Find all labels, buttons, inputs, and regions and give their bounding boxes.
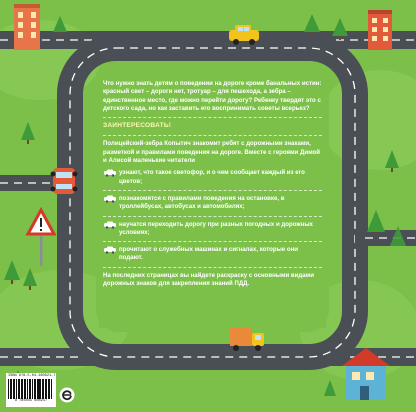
car-bullet-icon bbox=[103, 246, 119, 254]
list-item bbox=[103, 195, 322, 212]
list-item bbox=[103, 221, 322, 238]
red-car-icon bbox=[51, 168, 78, 194]
divider bbox=[103, 216, 322, 217]
car-bullet-icon bbox=[103, 221, 119, 229]
barcode-digits: 9 785041 608217 bbox=[14, 399, 48, 403]
car-bullet-icon bbox=[103, 169, 119, 177]
car-bullet-icon bbox=[103, 195, 119, 203]
highlight-heading: ЗАИНТЕРЕСОВАТЬ! bbox=[103, 122, 172, 130]
divider bbox=[103, 117, 322, 118]
list-item-text: прочитают о служебных машинах и сигналах, которые они подают. bbox=[119, 246, 299, 262]
barcode bbox=[8, 379, 54, 399]
barcode-bar bbox=[51, 379, 52, 399]
publisher-logo-icon bbox=[59, 387, 75, 403]
divider bbox=[103, 241, 322, 242]
list-item bbox=[103, 246, 322, 263]
list-item-text: познакомятся с правилами поведения на остановке, в троллейбусах, автобусах и автомобилях; bbox=[119, 194, 285, 211]
divider bbox=[103, 190, 322, 191]
list-item-text: узнают, что такое светофор, и о чем сообщает каждый из его цветов; bbox=[119, 169, 305, 185]
list-item bbox=[103, 169, 322, 186]
list-item-text: научатся переходить дорогу при разных погодных и дорожных условиях; bbox=[119, 220, 313, 236]
closing-text: На последних страницах вы найдете раскраску с основными видами дорожных знаков для закрепления знаний ПДД. bbox=[103, 271, 314, 288]
isbn-label: ISBN 978-5-04-160821-7 bbox=[8, 374, 56, 378]
isbn-barcode-block bbox=[6, 373, 56, 407]
divider bbox=[103, 267, 322, 268]
building-right-icon bbox=[368, 10, 392, 50]
building-left-icon bbox=[14, 4, 40, 50]
divider bbox=[103, 135, 322, 136]
intro-paragraph: Полицейский-зебра Копытич знакомит ребят с дорожными знаками, разметкой и правилами поведения на дороге. Вместе с героями Димой и Алисой маленькие читатели bbox=[103, 140, 320, 165]
description-panel bbox=[99, 76, 326, 328]
intro-text: Что нужно знать детям о поведении на дороге кроме банальных истин: красный свет – дороги нет, тротуар – для пешехода, а зебра – единственное место, где можно перейти дорогу? Ребенку твердят это с детского сада, но как заставить его воспринимать советы всерьез? bbox=[103, 80, 322, 112]
